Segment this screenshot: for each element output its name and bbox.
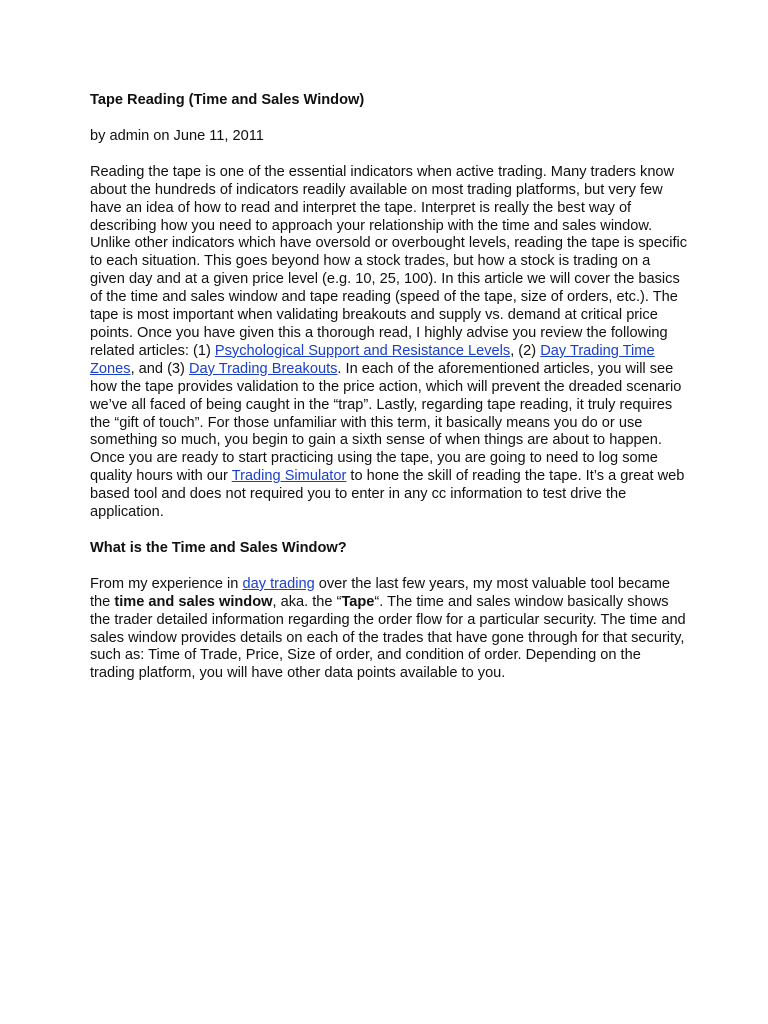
paragraph-text: to hone the skill of reading the tape. It’s a great web based tool and does not required you to enter in any cc information to test drive the application. (90, 468, 685, 521)
link-day-trading[interactable]: day trading (242, 575, 315, 592)
link-trading-simulator[interactable]: Trading Simulator (231, 468, 347, 485)
paragraph-text: “. The time and sales window basically shows the trader detailed information regarding the order flow for a particular security. The time and sales window provides details on each of the trades that have gone through for that security, such as: Time of Trade, Price, Size of order, and condition of order. Depending on the trading platform, you will have other data points available to you. (90, 593, 686, 682)
spacer (90, 146, 688, 164)
paragraph-text: over the last few years, my most valuable tool became the (90, 575, 670, 610)
paragraph-text: , aka. the “ (272, 593, 342, 610)
link-day-trading-breakouts[interactable]: Day Trading Breakouts (188, 360, 338, 377)
document-title: Tape Reading (Time and Sales Window) (90, 92, 365, 108)
bold-term-time-and-sales-window: time and sales window (114, 593, 273, 610)
spacer (90, 110, 688, 128)
paragraph-text: From my experience in (90, 575, 243, 592)
paragraph-text: Reading the tape is one of the essential indicators when active trading. Many traders know about the hundreds of indicators readily available on most trading platforms, but very few have an idea of how to read and interpret the tape. Interpret is really the best way of describing how you need to approach your relationship with the time and sales window. Unlike other indicators which have oversold or overbought levels, reading the tape is specific to each situation. This goes beyond how a stock trades, but how a stock is trading on a given day and at a given price level (e.g. 10, 25, 100). In this article we will cover the basics of the time and sales window and tape reading (speed of the tape, size of orders, etc.). The tape is most important when validating breakouts and supply vs. demand at critical price points. Once you have given this a thorough read, I highly advise you review the following related articles: (1) (90, 163, 688, 359)
bold-term-tape: Tape (341, 593, 375, 610)
section-heading: What is the Time and Sales Window? (90, 539, 347, 556)
paragraph-text: , and (3) (130, 360, 189, 377)
spacer (90, 522, 688, 540)
link-day-trading-time-zones[interactable]: Day Trading Time Zones (90, 342, 655, 377)
byline: by admin on June 11, 2011 (90, 127, 264, 144)
paragraph-text: . In each of the aforementioned articles, you will see how the tape provides validation to the price action, which will prevent the dreaded scenario we’ve all faced of being caught in the “trap”. Lastly, regarding tape reading, it truly requires the “gift of touch”. For those unfamiliar with this term, it basically means you do or use something so much, you begin to gain a sixth sense of when things are about to happen. Once you are ready to start practicing using the tape, you are going to need to log some quality hours with our (90, 360, 682, 485)
paragraph-time-and-sales (90, 576, 688, 683)
paragraph-intro (90, 164, 688, 522)
link-psychological-support-resistance[interactable]: Psychological Support and Resistance Levels (214, 342, 511, 359)
paragraph-text: , (2) (510, 342, 541, 359)
spacer (90, 558, 688, 576)
